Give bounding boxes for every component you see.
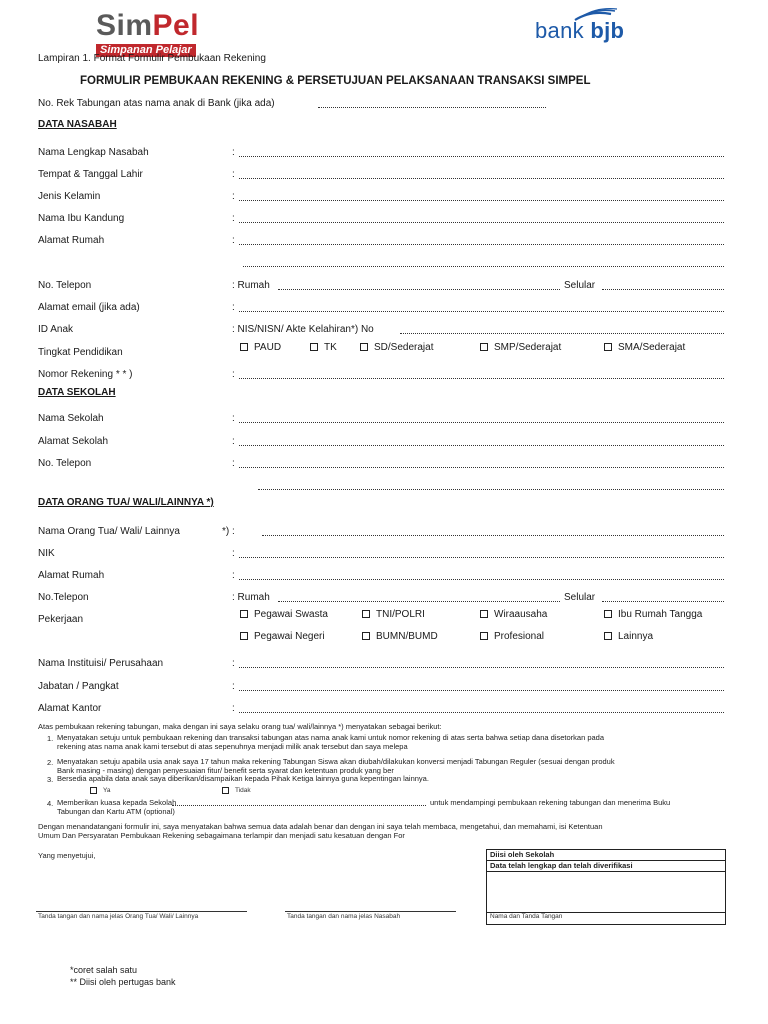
label-jenis-kelamin: Jenis Kelamin	[38, 191, 101, 202]
field-jabatan[interactable]	[239, 690, 724, 691]
option-tni-polri[interactable]	[362, 609, 425, 620]
checkbox-icon[interactable]	[604, 632, 612, 640]
colon: :	[232, 681, 235, 692]
option-label: TK	[324, 342, 337, 353]
field-nomor-rekening[interactable]	[239, 378, 724, 379]
field-alamat-rumah-2[interactable]	[243, 266, 724, 267]
colon: :	[232, 658, 235, 669]
closing-line-1: Dengan menandatangani formulir ini, saya menyatakan bahwa semua data adalah benar dan dengan ini saya telah membaca, mengetahui, dan memahami, isi Ketentuan	[38, 822, 603, 831]
diisi-bank-box	[486, 849, 726, 925]
label-telepon-sekolah: No. Telepon	[38, 458, 92, 469]
label-email: Alamat email (jika ada)	[38, 302, 140, 313]
signature-line-nasabah[interactable]	[285, 911, 456, 912]
simpel-logo-sim: Sim	[96, 9, 153, 42]
statement-intro: Atas pembukaan rekening tabungan, maka dengan ini saya selaku orang tua/ wali/lainnya *) menyatakan sebagai berikut:	[38, 722, 442, 731]
checkbox-icon[interactable]	[90, 787, 97, 794]
footnote-1: *coret salah satu	[70, 965, 138, 975]
field-alamat-rumah[interactable]	[239, 244, 724, 245]
colon: :	[232, 703, 235, 714]
option-paud[interactable]	[240, 342, 281, 353]
id-anak-value: : NIS/NISN/ Akte Kelahiran*) No	[232, 324, 374, 335]
statement-1-line-1: Menyatakan setuju untuk pembukaan rekening dan transaksi tabungan atas nama anak kami untuk nomor rekening di atas serta bahwa setiap dana disetorkan pada	[57, 733, 605, 742]
bank-box-verify-row	[487, 861, 725, 872]
label-nik: NIK	[38, 548, 55, 559]
option-profesional[interactable]	[480, 631, 544, 642]
field-ttl[interactable]	[239, 178, 724, 179]
label-ttl: Tempat & Tanggal Lahir	[38, 169, 143, 180]
nama-ortu-suffix: *) :	[222, 526, 235, 537]
consent-tidak-label: Tidak	[235, 787, 251, 795]
colon: :	[232, 548, 235, 559]
field-nama-ortu[interactable]	[262, 535, 724, 536]
option-pegawai-negeri[interactable]	[240, 631, 325, 642]
statement-number: 3.	[47, 775, 54, 784]
field-alamat-ortu[interactable]	[239, 579, 724, 580]
checkbox-icon[interactable]	[480, 632, 488, 640]
statement-number: 2.	[47, 758, 54, 767]
option-label: SMA/Sederajat	[618, 342, 686, 353]
label-alamat-ortu: Alamat Rumah	[38, 570, 105, 581]
label-telepon: No. Telepon	[38, 280, 92, 291]
telepon-selular-label: Selular	[564, 280, 596, 291]
field-email[interactable]	[239, 311, 724, 312]
signature-label-ortu: Tanda tangan dan nama jelas Orang Tua/ Wali/ Lainnya	[38, 913, 199, 920]
field-telepon-sekolah-2[interactable]	[258, 489, 724, 490]
closing-line-2: Umum Dan Persyaratan Pembukaan Rekening sebagaimana terlampir dan menjadi satu kesatuan dengan For	[38, 831, 405, 840]
field-institusi[interactable]	[239, 667, 724, 668]
colon: :	[232, 235, 235, 246]
colon: :	[232, 570, 235, 581]
bank-bjb-logo	[535, 18, 624, 44]
colon: :	[232, 169, 235, 180]
colon: :	[232, 436, 235, 447]
simpel-logo-pel: Pel	[152, 9, 200, 42]
option-sd[interactable]	[360, 342, 433, 353]
label-nomor-rekening: Nomor Rekening * * )	[38, 369, 133, 380]
checkbox-icon[interactable]	[480, 610, 488, 618]
label-nama-sekolah: Nama Sekolah	[38, 413, 104, 424]
colon: :	[232, 413, 235, 424]
option-lainnya[interactable]	[604, 631, 653, 642]
bank-box-signature-area[interactable]	[487, 872, 725, 913]
statement-number: 4.	[47, 799, 54, 808]
option-label: SMP/Sederajat	[494, 342, 562, 353]
field-nama-lengkap[interactable]	[239, 156, 724, 157]
bank-box-footer: Nama dan Tanda Tangan	[490, 913, 563, 920]
colon: :	[232, 369, 235, 380]
statement-4-line-2: Tabungan dan Kartu ATM (optional)	[57, 807, 175, 816]
checkbox-icon[interactable]	[362, 610, 370, 618]
bank-box-header-row	[487, 850, 725, 861]
colon: :	[232, 302, 235, 313]
bjb-logo-bank: bank	[535, 18, 591, 43]
option-label: TNI/POLRI	[376, 609, 425, 620]
option-label: Ibu Rumah Tangga	[618, 609, 703, 620]
option-label: BUMN/BUMD	[376, 631, 438, 642]
option-label: Profesional	[494, 631, 545, 642]
simpel-logo-subtitle: Simpanan Pelajar	[96, 44, 196, 57]
option-label: Lainnya	[618, 631, 654, 642]
option-label: Pegawai Swasta	[254, 609, 328, 620]
label-jabatan: Jabatan / Pangkat	[38, 681, 119, 692]
field-nik[interactable]	[239, 557, 724, 558]
section-data-sekolah: DATA SEKOLAH	[38, 387, 116, 398]
field-jenis-kelamin[interactable]	[239, 200, 724, 201]
field-alamat-sekolah[interactable]	[239, 445, 724, 446]
field-kuasa-sekolah[interactable]	[172, 805, 426, 806]
field-telepon-selular[interactable]	[602, 289, 724, 290]
option-ibu-rumah-tangga[interactable]	[604, 609, 702, 620]
colon: :	[232, 147, 235, 158]
label-tingkat-pendidikan: Tingkat Pendidikan	[38, 347, 123, 358]
label-nama-lengkap: Nama Lengkap Nasabah	[38, 147, 149, 158]
checkbox-icon[interactable]	[360, 343, 368, 351]
label-institusi: Nama Instituisi/ Perusahaan	[38, 658, 164, 669]
option-pegawai-swasta[interactable]	[240, 609, 328, 620]
label-ibu-kandung: Nama Ibu Kandung	[38, 213, 125, 224]
field-telepon-rumah[interactable]	[278, 289, 560, 290]
telepon-ortu-selular-label: Selular	[564, 592, 596, 603]
label-telepon-ortu: No.Telepon	[38, 592, 89, 603]
field-alamat-kantor[interactable]	[239, 712, 724, 713]
colon: :	[232, 213, 235, 224]
statement-2-line-1: Menyatakan setuju apabila usia anak saya 17 tahun maka rekening Tabungan Siswa akan diubah/dilakukan konversi menjadi Tabungan Reguler (sesuai dengan produk	[57, 757, 615, 766]
field-telepon-ortu-selular[interactable]	[602, 601, 724, 602]
label-alamat-kantor: Alamat Kantor	[38, 703, 102, 714]
statement-4-post: untuk mendampingi pembukaan rekening tabungan dan menerima Buku	[430, 798, 671, 807]
yang-menyetujui: Yang menyetujui,	[38, 851, 96, 860]
checkbox-icon[interactable]	[240, 343, 248, 351]
label-alamat-sekolah: Alamat Sekolah	[38, 436, 109, 447]
consent-tidak[interactable]	[222, 787, 251, 794]
field-ibu-kandung[interactable]	[239, 222, 724, 223]
statement-3-line-1: Bersedia apabila data anak saya diberikan/disampaikan kepada Pihak Ketiga lainnya guna kepentingan lainnya.	[57, 774, 429, 783]
simpel-logo	[96, 9, 200, 58]
bank-box-header: Diisi oleh Sekolah	[490, 850, 555, 859]
checkbox-icon[interactable]	[480, 343, 488, 351]
field-telepon-ortu-rumah[interactable]	[278, 601, 560, 602]
label-alamat-rumah: Alamat Rumah	[38, 235, 105, 246]
form-title: FORMULIR PEMBUKAAN REKENING & PERSETUJUAN PELAKSANAAN TRANSAKSI SIMPEL	[80, 75, 591, 87]
telepon-rumah-label: : Rumah	[232, 280, 270, 291]
consent-ya[interactable]	[90, 787, 110, 794]
statement-number: 1.	[47, 734, 54, 743]
bjb-wave-icon	[571, 8, 631, 22]
signature-label-nasabah: Tanda tangan dan nama jelas Nasabah	[287, 913, 401, 920]
option-tk[interactable]	[310, 342, 337, 353]
checkbox-icon[interactable]	[222, 787, 229, 794]
colon: :	[232, 191, 235, 202]
checkbox-icon[interactable]	[604, 343, 612, 351]
statement-4-pre: Memberikan kuasa kepada Sekolah	[57, 798, 177, 807]
checkbox-icon[interactable]	[240, 610, 248, 618]
option-smp[interactable]	[480, 342, 561, 353]
checkbox-icon[interactable]	[362, 632, 370, 640]
signature-line-ortu[interactable]	[36, 911, 247, 912]
checkbox-icon[interactable]	[604, 610, 612, 618]
label-nama-ortu: Nama Orang Tua/ Wali/ Lainnya	[38, 526, 180, 537]
checkbox-icon[interactable]	[310, 343, 318, 351]
consent-ya-label: Ya	[103, 787, 111, 795]
statement-1-line-2: rekening atas nama anak kami tersebut di atas sepenuhnya menjadi milik anak tersebut dan saya melepa	[57, 742, 408, 751]
statement-2-line-2: Bank masing - masing) dengan penyesuaian fitur/ benefit serta syarat dan ketentuan produk yang ber	[57, 766, 394, 775]
option-label: Wiraausaha	[494, 609, 548, 620]
no-rek-label: No. Rek Tabungan atas nama anak di Bank (jika ada)	[38, 98, 275, 109]
footnote-2: ** Diisi oleh pertugas bank	[70, 977, 176, 987]
bjb-logo-bjb: bjb	[590, 18, 625, 43]
option-wiraausaha[interactable]	[480, 609, 547, 620]
colon: :	[232, 458, 235, 469]
label-id-anak: ID Anak	[38, 324, 74, 335]
option-sma[interactable]	[604, 342, 685, 353]
option-label: PAUD	[254, 342, 282, 353]
telepon-ortu-rumah-label: : Rumah	[232, 592, 270, 603]
option-label: SD/Sederajat	[374, 342, 434, 353]
bank-box-verify: Data telah lengkap dan telah diverifikasi	[490, 861, 633, 870]
option-bumn-bumd[interactable]	[362, 631, 438, 642]
section-data-orang-tua: DATA ORANG TUA/ WALI/LAINNYA *)	[38, 497, 214, 508]
field-id-anak[interactable]	[400, 333, 724, 334]
lampiran-text: Lampiran 1. Format Formulir Pembukaan Rekening	[38, 53, 266, 64]
option-label: Pegawai Negeri	[254, 631, 325, 642]
label-pekerjaan: Pekerjaan	[38, 614, 84, 625]
no-rek-field[interactable]	[318, 107, 546, 108]
field-nama-sekolah[interactable]	[239, 422, 724, 423]
section-data-nasabah: DATA NASABAH	[38, 119, 117, 130]
field-telepon-sekolah[interactable]	[239, 467, 724, 468]
checkbox-icon[interactable]	[240, 632, 248, 640]
